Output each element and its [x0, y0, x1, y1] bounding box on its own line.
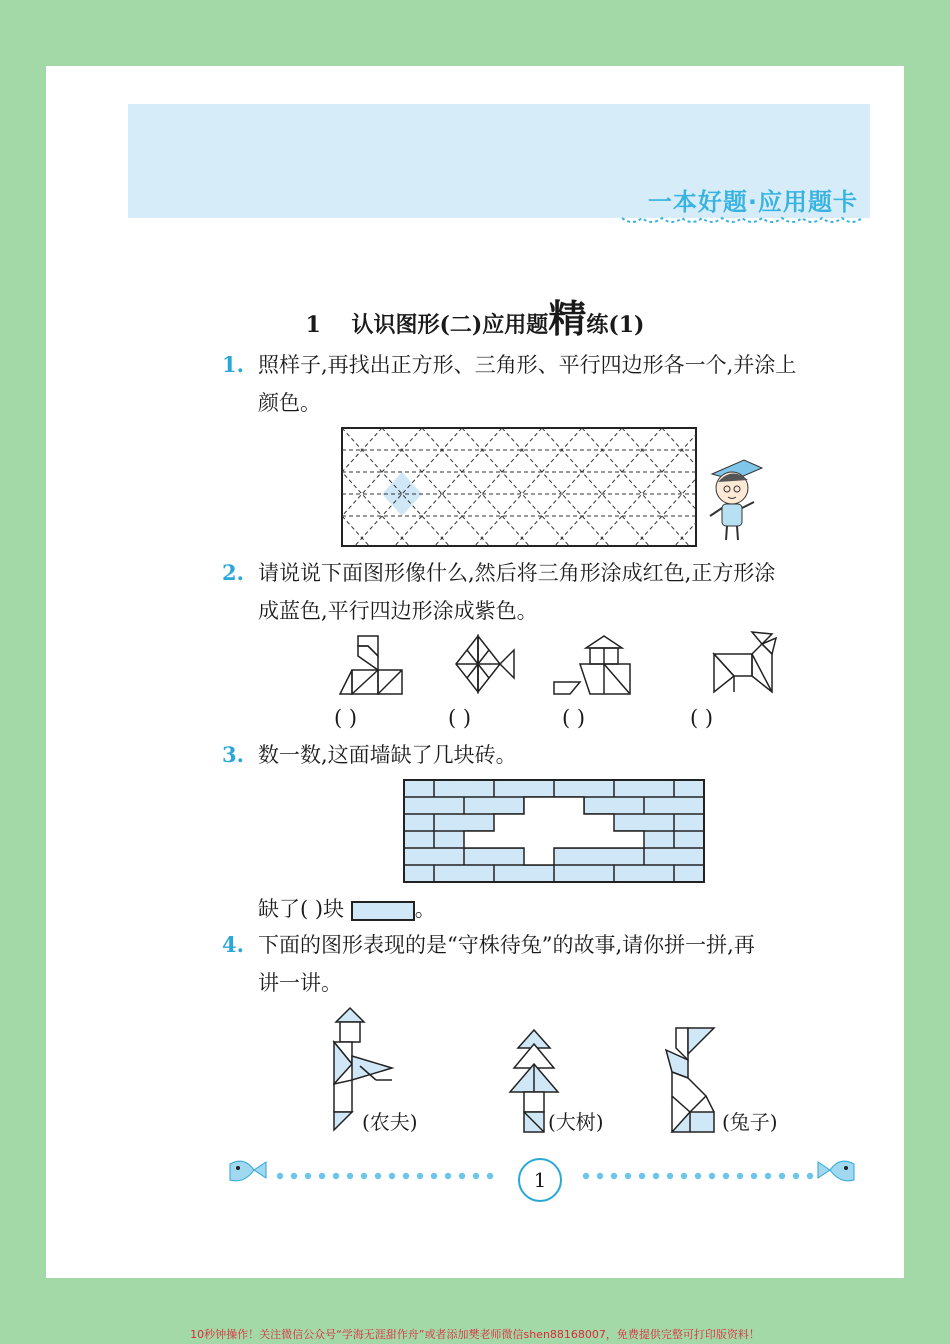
- question-3-answer: [222, 890, 436, 928]
- question-1-line1: 照样子,再找出正方形、三角形、平行四边形各一个,并涂上: [258, 353, 797, 377]
- question-1-number: 1.: [222, 352, 244, 377]
- lesson-title-suffix: 练(1): [586, 312, 645, 338]
- cartoon-child-illustration: [704, 456, 764, 546]
- wave-decoration: [622, 212, 862, 226]
- caption-farmer: (农夫): [362, 1110, 418, 1134]
- brick-icon: [351, 901, 415, 921]
- question-1: [222, 346, 796, 422]
- question-4: [222, 926, 755, 1002]
- question-3: [222, 736, 517, 774]
- lesson-title: 认识图形(二)应用题: [351, 312, 549, 338]
- question-3-text: 数一数,这面墙缺了几块砖。: [258, 743, 517, 767]
- answer-blank-1[interactable]: ( ): [334, 706, 358, 730]
- page-number: 1: [518, 1158, 562, 1202]
- answer-blank-2[interactable]: ( ): [448, 706, 472, 730]
- promo-note: 10秒钟操作！关注微信公众号“学海无涯甜作舟”或者添加樊老师微信shen88168007，免费提供完整可打印版资料！: [190, 1328, 760, 1341]
- question-3-number: 3.: [222, 742, 244, 767]
- tangram-boat-house: [552, 634, 632, 696]
- question-2-line1: 请说说下面图形像什么,然后将三角形涂成红色,正方形涂: [258, 561, 776, 585]
- question-4-line1: 下面的图形表现的是“守株待兔”的故事,请你拼一拼,再: [258, 933, 755, 957]
- question-4-line2: 讲一讲。: [258, 971, 342, 995]
- question-1-line2: 颜色。: [258, 391, 321, 415]
- tangram-rabbit: [662, 1026, 722, 1134]
- tangram-horse: [712, 630, 778, 696]
- question-2: [222, 554, 775, 630]
- diamond-grid-figure: [342, 428, 696, 546]
- question-2-number: 2.: [222, 560, 244, 585]
- caption-tree: (大树): [548, 1110, 604, 1134]
- tangram-fish: [454, 634, 516, 696]
- question-4-number: 4.: [222, 932, 244, 957]
- tangram-swan: [338, 634, 404, 696]
- lesson-title-big-char: 精: [548, 296, 587, 341]
- brick-wall-figure: [404, 780, 704, 882]
- answer-blank-3[interactable]: ( ): [562, 706, 586, 730]
- question-3-answer-blank[interactable]: 缺了( )块: [258, 897, 345, 921]
- banner-title: 一本好题·应用题卡: [647, 188, 858, 216]
- caption-rabbit: (兔子): [722, 1110, 778, 1134]
- question-2-line2: 成蓝色,平行四边形涂成紫色。: [258, 599, 538, 623]
- question-3-answer-suffix: 。: [414, 897, 436, 921]
- lesson-number: 1: [305, 312, 321, 338]
- lesson-heading: [0, 288, 950, 343]
- answer-blank-4[interactable]: ( ): [690, 706, 714, 730]
